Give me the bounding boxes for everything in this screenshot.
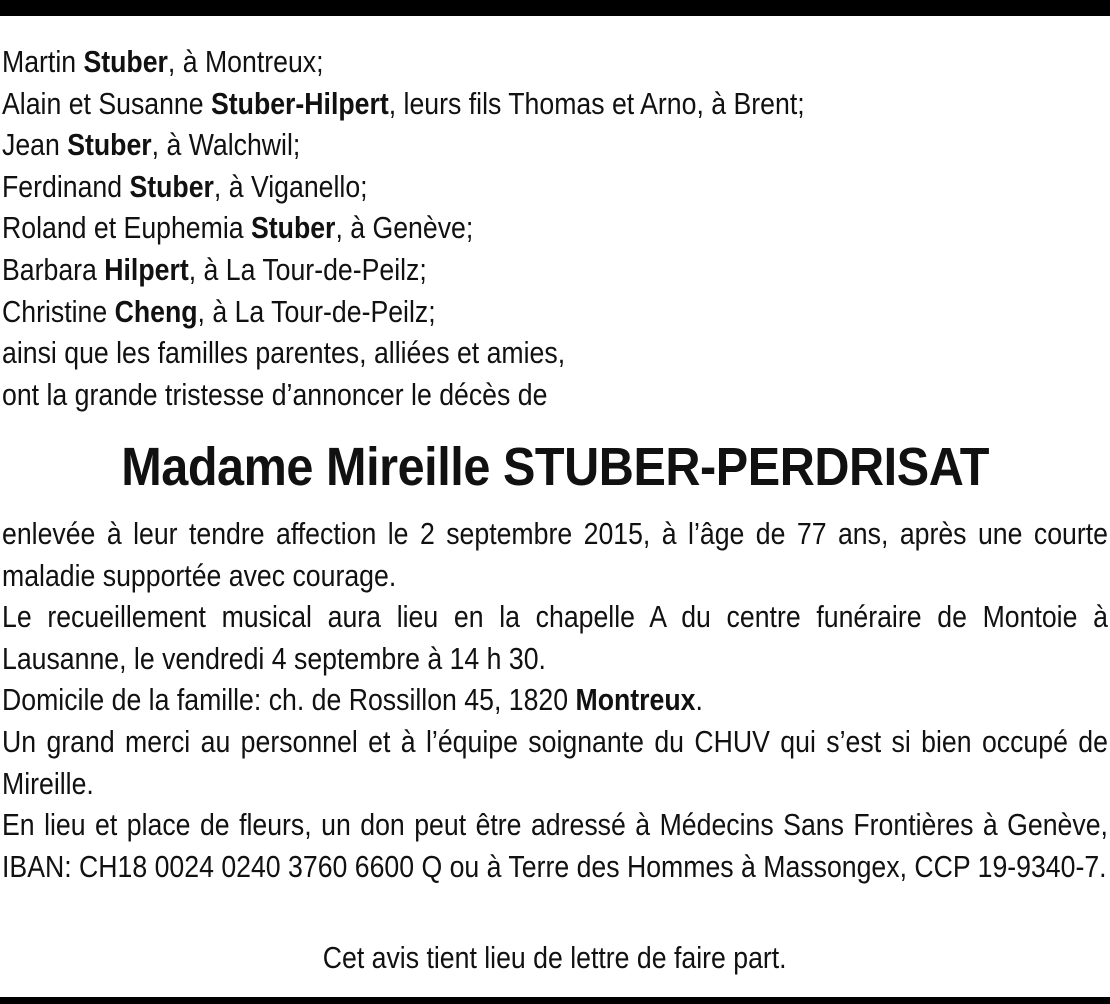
text: enlevée à leur tendre affection le 2 septembre 2015, à l’âge de 77 ans, après une courte maladie supportée avec courage. [2, 516, 1108, 593]
surname: Cheng [114, 293, 198, 329]
closing-text: Cet avis tient lieu de lettre de faire part. [323, 940, 787, 975]
deceased-name [0, 432, 1110, 502]
surname: Hilpert [104, 251, 189, 287]
text: Un grand merci au personnel et à l’équipe soignante du CHUV qui s’est si bien occupé de Mireille. [2, 723, 1108, 801]
text: ont la grande tristesse d’annoncer le décès de [2, 376, 548, 412]
family-line [2, 249, 953, 291]
text: . [695, 682, 703, 718]
text: , à Viganello; [213, 168, 368, 204]
details-section [2, 513, 1108, 887]
text: Le recueillement musical aura lieu en la chapelle A du centre funéraire de Montoie à Lausanne, le vendredi 4 septembre à 14 h 30. [2, 599, 1108, 676]
text: , à Montreux; [167, 44, 324, 79]
family-line [2, 207, 953, 249]
bold-text: Montreux [575, 682, 696, 718]
text: Ferdinand [2, 168, 130, 204]
closing-line [0, 937, 1110, 979]
family-line [2, 166, 953, 208]
text: ainsi que les familles parentes, alliées et amies, [2, 335, 566, 371]
paragraph [2, 513, 1108, 596]
family-line [2, 291, 953, 333]
deceased-name-text: Madame Mireille STUBER-PERDRISAT [121, 437, 989, 497]
surname: Stuber [129, 168, 214, 204]
paragraph [2, 804, 1108, 887]
family-line [2, 332, 953, 374]
text: Alain et Susanne [2, 85, 211, 121]
text: Domicile de la famille: ch. de Rossillon 45, 1820 [2, 682, 576, 718]
text: Roland et Euphemia [2, 210, 251, 246]
family-line [2, 124, 953, 166]
text: , leurs fils Thomas et Arno, à Brent; [388, 85, 805, 121]
text: , à Walchwil; [151, 127, 301, 163]
text: Christine [2, 293, 115, 329]
text: , à Genève; [335, 210, 474, 246]
family-line [2, 374, 953, 416]
surname: Stuber [83, 44, 168, 79]
surname: Stuber [250, 210, 336, 246]
text: Barbara [2, 251, 105, 287]
text: Martin [2, 44, 84, 79]
paragraph [2, 679, 1108, 721]
text: Jean [2, 127, 68, 163]
bottom-rule [0, 997, 1110, 1004]
family-line [2, 41, 953, 83]
family-line [2, 83, 953, 125]
paragraph [2, 721, 1108, 804]
top-rule [0, 0, 1110, 16]
text: , à La Tour-de-Peilz; [188, 251, 427, 287]
surname: Stuber-Hilpert [210, 85, 389, 121]
text: En lieu et place de fleurs, un don peut être adressé à Médecins Sans Frontières à Genève, IBAN: CH18 0024 0240 3760 6600 Q ou à Terre des Hommes à Massongex, CCP 19-9340-7. [2, 807, 1108, 884]
surname: Stuber [67, 127, 152, 163]
family-list [2, 41, 1108, 415]
text: , à La Tour-de-Peilz; [197, 293, 436, 329]
paragraph [2, 596, 1108, 679]
